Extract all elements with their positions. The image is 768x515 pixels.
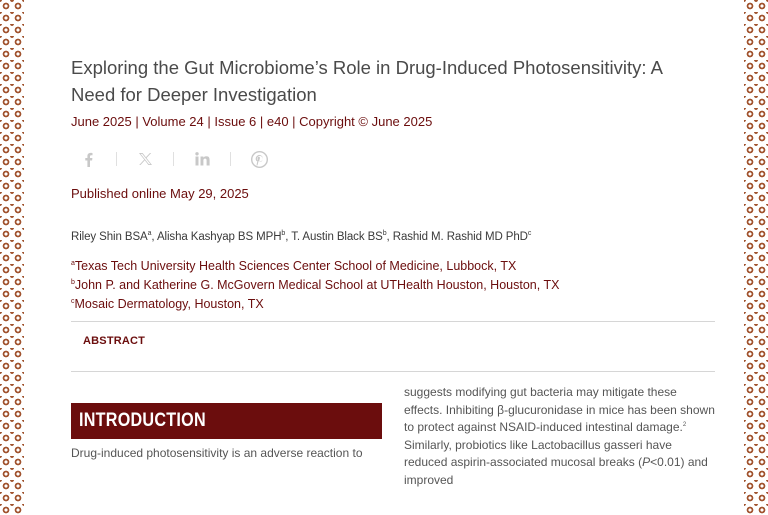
share-divider (173, 152, 174, 166)
divider (71, 321, 715, 322)
author-name: Alisha Kashyap BS MPH (156, 231, 282, 243)
body-text: Similarly, probiotics like Lactobacillus gasseri have reduced aspirin-associated mucosal breaks ( (404, 437, 672, 469)
affiliation-text: Texas Tech University Health Sciences Center School of Medicine, Lubbock, TX (74, 259, 517, 273)
author-name: Riley Shin BSA (71, 231, 148, 243)
body-text-column-2 (404, 384, 716, 487)
author-affiliation-mark: a (147, 230, 152, 238)
author-name: T. Austin Black BS (291, 231, 383, 243)
affiliation-item (71, 276, 559, 295)
affiliation-item (71, 295, 559, 314)
body-text: suggests modifying gut bacteria may mitigate these effects. Inhibiting β-glucuronidase in mice has been shown to protect against NSAID-induced intestinal damage. (404, 385, 715, 434)
affiliation-mark: a (71, 259, 75, 267)
linkedin-icon[interactable] (192, 148, 212, 170)
body-text: <0.01) and improved (404, 455, 708, 487)
divider (71, 371, 715, 372)
citation-ref: 2 (682, 422, 687, 428)
affiliation-text: Mosaic Dermatology, Houston, TX (74, 297, 264, 311)
affiliation-list (71, 257, 559, 314)
author-list: Riley Shin BSA$^a$, Alisha Kashyap BS MPH$^b$, T. Austin Black $BS^b$, Rashid M. Rashid MD PhD$^c$ (71, 230, 532, 243)
affiliation-mark: b (71, 278, 75, 286)
x-icon[interactable] (135, 148, 155, 170)
share-bar (78, 148, 269, 170)
affiliation-text: John P. and Katherine G. McGovern Medical School at UTHealth Houston, Houston, TX (74, 278, 560, 292)
author-affiliation-mark: b (382, 230, 387, 238)
decorative-border-left (0, 0, 24, 515)
author-affiliation-mark: b (281, 230, 286, 238)
facebook-icon[interactable] (78, 148, 98, 170)
affiliation-mark: c (71, 297, 75, 305)
author-name: Rashid M. Rashid MD PhD (392, 231, 528, 243)
body-text-column-1: Drug-induced photosensitivity is an adverse reaction to (71, 446, 363, 460)
author-affiliation-mark: c (527, 230, 532, 238)
share-divider (116, 152, 117, 166)
introduction-heading-text: INTRODUCTION (79, 410, 206, 431)
pinterest-icon[interactable] (249, 148, 269, 170)
decorative-border-right (744, 0, 768, 515)
article-title: Exploring the Gut Microbiome’s Role in Drug-Induced Photosensitivity: A Need for Deeper Investigation (71, 57, 662, 105)
issue-info: June 2025 | Volume 24 | Issue 6 | e40 | Copyright © June 2025 (71, 114, 433, 129)
body-text-italic: P (642, 455, 651, 469)
share-divider (230, 152, 231, 166)
affiliation-item (71, 257, 559, 276)
published-date: Published online May 29, 2025 (71, 186, 249, 201)
introduction-heading (71, 403, 382, 439)
abstract-toggle[interactable]: ABSTRACT (83, 335, 146, 347)
